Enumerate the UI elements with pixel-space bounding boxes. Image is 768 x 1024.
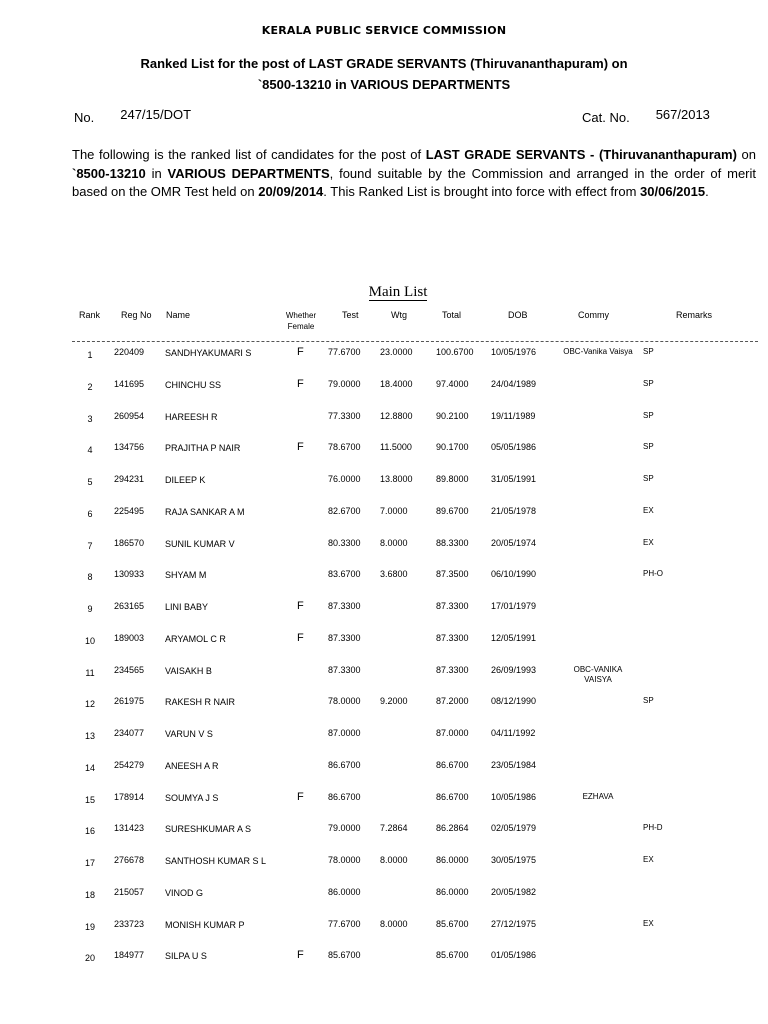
col-wtg: Wtg — [391, 310, 408, 320]
female-cell: F — [297, 631, 304, 644]
dob-cell: 19/11/1989 — [491, 410, 536, 421]
reg-no-cell: 131423 — [114, 823, 145, 834]
test-cell: 87.0000 — [328, 728, 361, 738]
table-row — [0, 760, 768, 790]
female-cell: F — [297, 441, 304, 454]
total-cell: 90.1700 — [436, 442, 469, 453]
reg-no-cell: 134756 — [114, 442, 145, 453]
name-cell: ARYAMOL C R — [165, 633, 226, 644]
rank-cell: 6 — [87, 508, 93, 519]
wtg-cell: 7.2864 — [380, 823, 408, 834]
test-cell: 77.6700 — [328, 918, 361, 929]
total-cell: 87.0000 — [436, 728, 469, 738]
table-row — [0, 633, 768, 663]
total-cell: 87.3300 — [436, 601, 469, 611]
total-cell: 86.6700 — [436, 791, 469, 802]
dob-cell: 10/05/1986 — [491, 791, 537, 802]
total-cell: 97.4000 — [436, 378, 469, 389]
name-cell: VAISAKH B — [165, 665, 212, 676]
list-number — [74, 107, 192, 125]
intro-text-6: . — [705, 184, 709, 199]
dob-cell: 21/05/1978 — [491, 505, 537, 516]
name-cell: HAREESH R — [165, 411, 218, 422]
remarks-cell: SP — [643, 378, 654, 388]
table-row — [0, 855, 768, 885]
dob-cell: 31/05/1991 — [491, 474, 537, 484]
name-cell: SUNIL KUMAR V — [165, 538, 235, 549]
rank-cell: 7 — [87, 540, 93, 551]
table-row — [0, 823, 768, 853]
intro-scale: `8500-13210 — [72, 165, 146, 181]
intro-text-1: The following is the ranked list of candidates for the post of — [72, 147, 426, 162]
name-cell: SILPA U S — [165, 951, 207, 962]
reg-no-cell: 260954 — [114, 410, 145, 421]
table-row — [0, 379, 768, 409]
intro-text-4: , found suitable by the Commission and arranged in the order of merit based on the OMR Test held on — [72, 165, 757, 199]
dob-cell: 30/05/1975 — [491, 855, 537, 865]
reg-no-cell: 276678 — [114, 855, 145, 865]
dob-cell: 05/05/1986 — [491, 442, 537, 453]
test-cell: 86.6700 — [328, 791, 361, 802]
wtg-cell: 11.5000 — [380, 442, 412, 453]
test-cell: 80.3300 — [328, 537, 361, 548]
header-divider — [72, 341, 758, 342]
title-line-2: `8500-13210 in VARIOUS DEPARTMENTS — [257, 77, 511, 92]
wtg-cell: 13.8000 — [380, 474, 413, 484]
dob-cell: 27/12/1975 — [491, 918, 537, 929]
rank-cell: 9 — [87, 604, 93, 614]
rank-cell: 3 — [87, 413, 93, 424]
col-remarks: Remarks — [676, 310, 713, 320]
test-cell: 83.6700 — [328, 569, 361, 580]
wtg-cell: 8.0000 — [380, 537, 408, 548]
test-cell: 86.6700 — [328, 759, 361, 770]
remarks-cell: SP — [643, 410, 654, 420]
col-total: Total — [442, 310, 462, 320]
rank-cell: 19 — [84, 921, 95, 932]
female-cell: F — [297, 600, 304, 612]
remarks-cell: PH-D — [643, 823, 663, 833]
total-cell: 85.6700 — [436, 918, 469, 929]
category-number-value: 567/2013 — [655, 107, 710, 122]
reg-no-cell: 233723 — [114, 918, 145, 929]
total-cell: 88.3300 — [436, 537, 469, 548]
wtg-cell: 8.0000 — [380, 918, 408, 929]
remarks-cell: SP — [643, 696, 654, 706]
intro-test-date: 20/09/2014 — [258, 184, 324, 199]
name-cell: SANTHOSH KUMAR S L — [165, 856, 267, 866]
dob-cell: 02/05/1979 — [491, 823, 537, 834]
col-commy: Commy — [578, 310, 609, 320]
intro-post: LAST GRADE SERVANTS - (Thiruvananthapuram) — [425, 147, 737, 162]
rank-cell: 14 — [84, 762, 95, 773]
category-number-label: Cat. No. — [582, 110, 630, 125]
test-cell: 77.3300 — [328, 410, 361, 421]
reg-no-cell: 178914 — [114, 791, 145, 802]
reg-no-cell: 294231 — [114, 474, 145, 484]
dob-cell: 12/05/1991 — [491, 632, 537, 643]
name-cell: VINOD G — [165, 887, 204, 898]
test-cell: 82.6700 — [328, 505, 361, 516]
total-cell: 87.3300 — [436, 664, 469, 675]
test-cell: 78.0000 — [328, 855, 361, 865]
wtg-cell: 8.0000 — [380, 855, 408, 865]
total-cell: 89.8000 — [436, 474, 469, 484]
name-cell: LINI BABY — [165, 602, 209, 612]
organization-name: KERALA PUBLIC SERVICE COMMISSION — [261, 24, 507, 37]
reg-no-cell: 254279 — [114, 759, 145, 770]
reg-no-cell: 234077 — [114, 728, 145, 738]
wtg-cell: 9.2000 — [380, 696, 408, 707]
test-cell: 77.6700 — [328, 347, 361, 357]
table-row — [0, 696, 768, 726]
intro-department: VARIOUS DEPARTMENTS — [167, 165, 330, 181]
dob-cell: 17/01/1979 — [491, 601, 537, 611]
table-row — [0, 569, 768, 599]
female-cell: F — [297, 949, 304, 962]
name-cell: SURESHKUMAR A S — [165, 824, 252, 835]
name-cell: RAKESH R NAIR — [165, 697, 236, 708]
dob-cell: 23/05/1984 — [491, 759, 537, 770]
reg-no-cell: 215057 — [114, 886, 145, 897]
rank-cell: 15 — [84, 794, 95, 805]
remarks-cell: EX — [643, 505, 654, 515]
total-cell: 87.3300 — [436, 632, 469, 643]
test-cell: 86.0000 — [328, 886, 361, 897]
total-cell: 87.2000 — [436, 696, 469, 707]
name-cell: PRAJITHA P NAIR — [165, 443, 241, 454]
rank-cell: 11 — [85, 667, 95, 678]
remarks-cell: EX — [643, 537, 654, 547]
name-cell: ANEESH A R — [165, 760, 219, 771]
table-row — [0, 442, 768, 472]
reg-no-cell: 184977 — [114, 950, 145, 961]
total-cell: 89.6700 — [436, 505, 469, 516]
rank-cell: 2 — [87, 381, 93, 392]
rank-cell: 10 — [84, 635, 95, 646]
intro-text-3: in — [145, 165, 168, 181]
test-cell: 87.3300 — [328, 664, 361, 675]
name-cell: VARUN V S — [165, 729, 213, 739]
table-row — [0, 411, 768, 441]
remarks-cell: SP — [643, 442, 654, 452]
name-cell: CHINCHU SS — [165, 379, 222, 390]
total-cell: 90.2100 — [436, 410, 469, 421]
rank-cell: 12 — [84, 699, 95, 710]
name-cell: SHYAM M — [165, 570, 207, 581]
table-row — [0, 950, 768, 980]
rank-cell: 1 — [87, 350, 93, 360]
table-row — [0, 347, 768, 377]
intro-paragraph — [72, 146, 756, 202]
total-cell: 100.6700 — [436, 347, 474, 357]
rank-cell: 5 — [87, 477, 93, 487]
name-cell: SANDHYAKUMARI S — [165, 348, 252, 358]
dob-cell: 20/05/1982 — [491, 886, 537, 897]
remarks-cell: EX — [643, 855, 654, 864]
total-cell: 86.6700 — [436, 759, 469, 770]
test-cell: 85.6700 — [328, 950, 361, 961]
dob-cell: 20/05/1974 — [491, 537, 537, 548]
dob-cell: 04/11/1992 — [491, 728, 536, 738]
female-cell: F — [297, 377, 304, 390]
dob-cell: 24/04/1989 — [491, 378, 537, 389]
reg-no-cell: 130933 — [114, 569, 145, 580]
commy-cell: EZHAVA — [582, 791, 614, 801]
commy-cell: OBC-Vanika Vaisya — [563, 347, 633, 356]
rank-cell: 18 — [84, 889, 95, 900]
intro-effective-date: 30/06/2015 — [640, 184, 706, 199]
dob-cell: 06/10/1990 — [491, 569, 537, 580]
name-cell: MONISH KUMAR P — [165, 919, 245, 930]
remarks-cell: PH-O — [643, 569, 663, 579]
table-row — [0, 506, 768, 536]
total-cell: 86.0000 — [436, 855, 469, 865]
test-cell: 79.0000 — [328, 378, 361, 389]
test-cell: 87.3300 — [328, 601, 361, 611]
list-number-value: 247/15/DOT — [120, 107, 192, 122]
remarks-cell: EX — [643, 918, 654, 928]
test-cell: 78.0000 — [328, 696, 361, 707]
table-row — [0, 665, 768, 695]
rank-cell: 17 — [84, 858, 95, 868]
col-whether-female: Whether Female — [285, 311, 317, 331]
test-cell: 87.3300 — [328, 632, 361, 643]
dob-cell: 10/05/1976 — [491, 347, 537, 357]
table-header — [0, 310, 768, 340]
table-row — [0, 887, 768, 917]
rank-cell: 8 — [87, 572, 93, 583]
wtg-cell: 23.0000 — [380, 347, 413, 357]
table-row — [0, 601, 768, 631]
female-cell: F — [297, 346, 304, 358]
test-cell: 76.0000 — [328, 474, 361, 484]
rank-cell: 13 — [84, 731, 95, 741]
rank-cell: 4 — [87, 445, 93, 456]
remarks-cell: SP — [643, 347, 654, 356]
table-row — [0, 792, 768, 822]
col-test: Test — [342, 310, 359, 320]
category-number — [582, 107, 710, 125]
reg-no-cell: 189003 — [114, 632, 145, 643]
rank-cell: 20 — [84, 953, 95, 964]
total-cell: 85.6700 — [436, 950, 469, 961]
list-number-label: No. — [74, 110, 95, 125]
intro-text-5: . This Ranked List is brought into force with effect from — [323, 184, 641, 199]
main-list-title: Main List — [368, 284, 428, 300]
test-cell: 79.0000 — [328, 823, 361, 834]
main-list-heading — [0, 284, 768, 301]
dob-cell: 08/12/1990 — [491, 696, 537, 707]
reg-no-cell: 225495 — [114, 505, 145, 516]
total-cell: 87.3500 — [436, 569, 469, 580]
dob-cell: 01/05/1986 — [491, 950, 537, 961]
reg-no-cell: 220409 — [114, 347, 145, 357]
col-rank: Rank — [79, 310, 101, 320]
reg-no-cell: 186570 — [114, 537, 145, 548]
wtg-cell: 18.4000 — [380, 378, 413, 389]
test-cell: 78.6700 — [328, 442, 361, 453]
total-cell: 86.2864 — [436, 823, 469, 834]
col-name: Name — [166, 310, 191, 320]
wtg-cell: 12.8800 — [380, 410, 413, 421]
dob-cell: 26/09/1993 — [491, 664, 537, 675]
reg-no-cell: 141695 — [114, 378, 145, 389]
wtg-cell: 7.0000 — [380, 505, 408, 516]
female-cell: F — [297, 790, 304, 803]
table-row — [0, 919, 768, 949]
reg-no-cell: 234565 — [114, 664, 145, 675]
reg-no-cell: 263165 — [114, 601, 145, 611]
table-row — [0, 474, 768, 504]
rank-cell: 16 — [84, 826, 95, 837]
table-row — [0, 538, 768, 568]
name-cell: SOUMYA J S — [165, 792, 219, 803]
intro-text-2: on — [736, 147, 756, 162]
total-cell: 86.0000 — [436, 886, 469, 897]
title-line-1: Ranked List for the post of LAST GRADE SERVANTS (Thiruvananthapuram) on — [140, 56, 628, 71]
col-dob: DOB — [508, 310, 528, 320]
remarks-cell: SP — [643, 474, 654, 483]
col-reg-no: Reg No — [121, 310, 152, 320]
wtg-cell: 3.6800 — [380, 569, 408, 580]
table-row — [0, 728, 768, 758]
reg-no-cell: 261975 — [114, 696, 145, 707]
name-cell: RAJA SANKAR A M — [165, 506, 245, 517]
commy-cell: OBC-VANIKA VAISYA — [573, 664, 623, 684]
name-cell: DILEEP K — [165, 475, 206, 485]
